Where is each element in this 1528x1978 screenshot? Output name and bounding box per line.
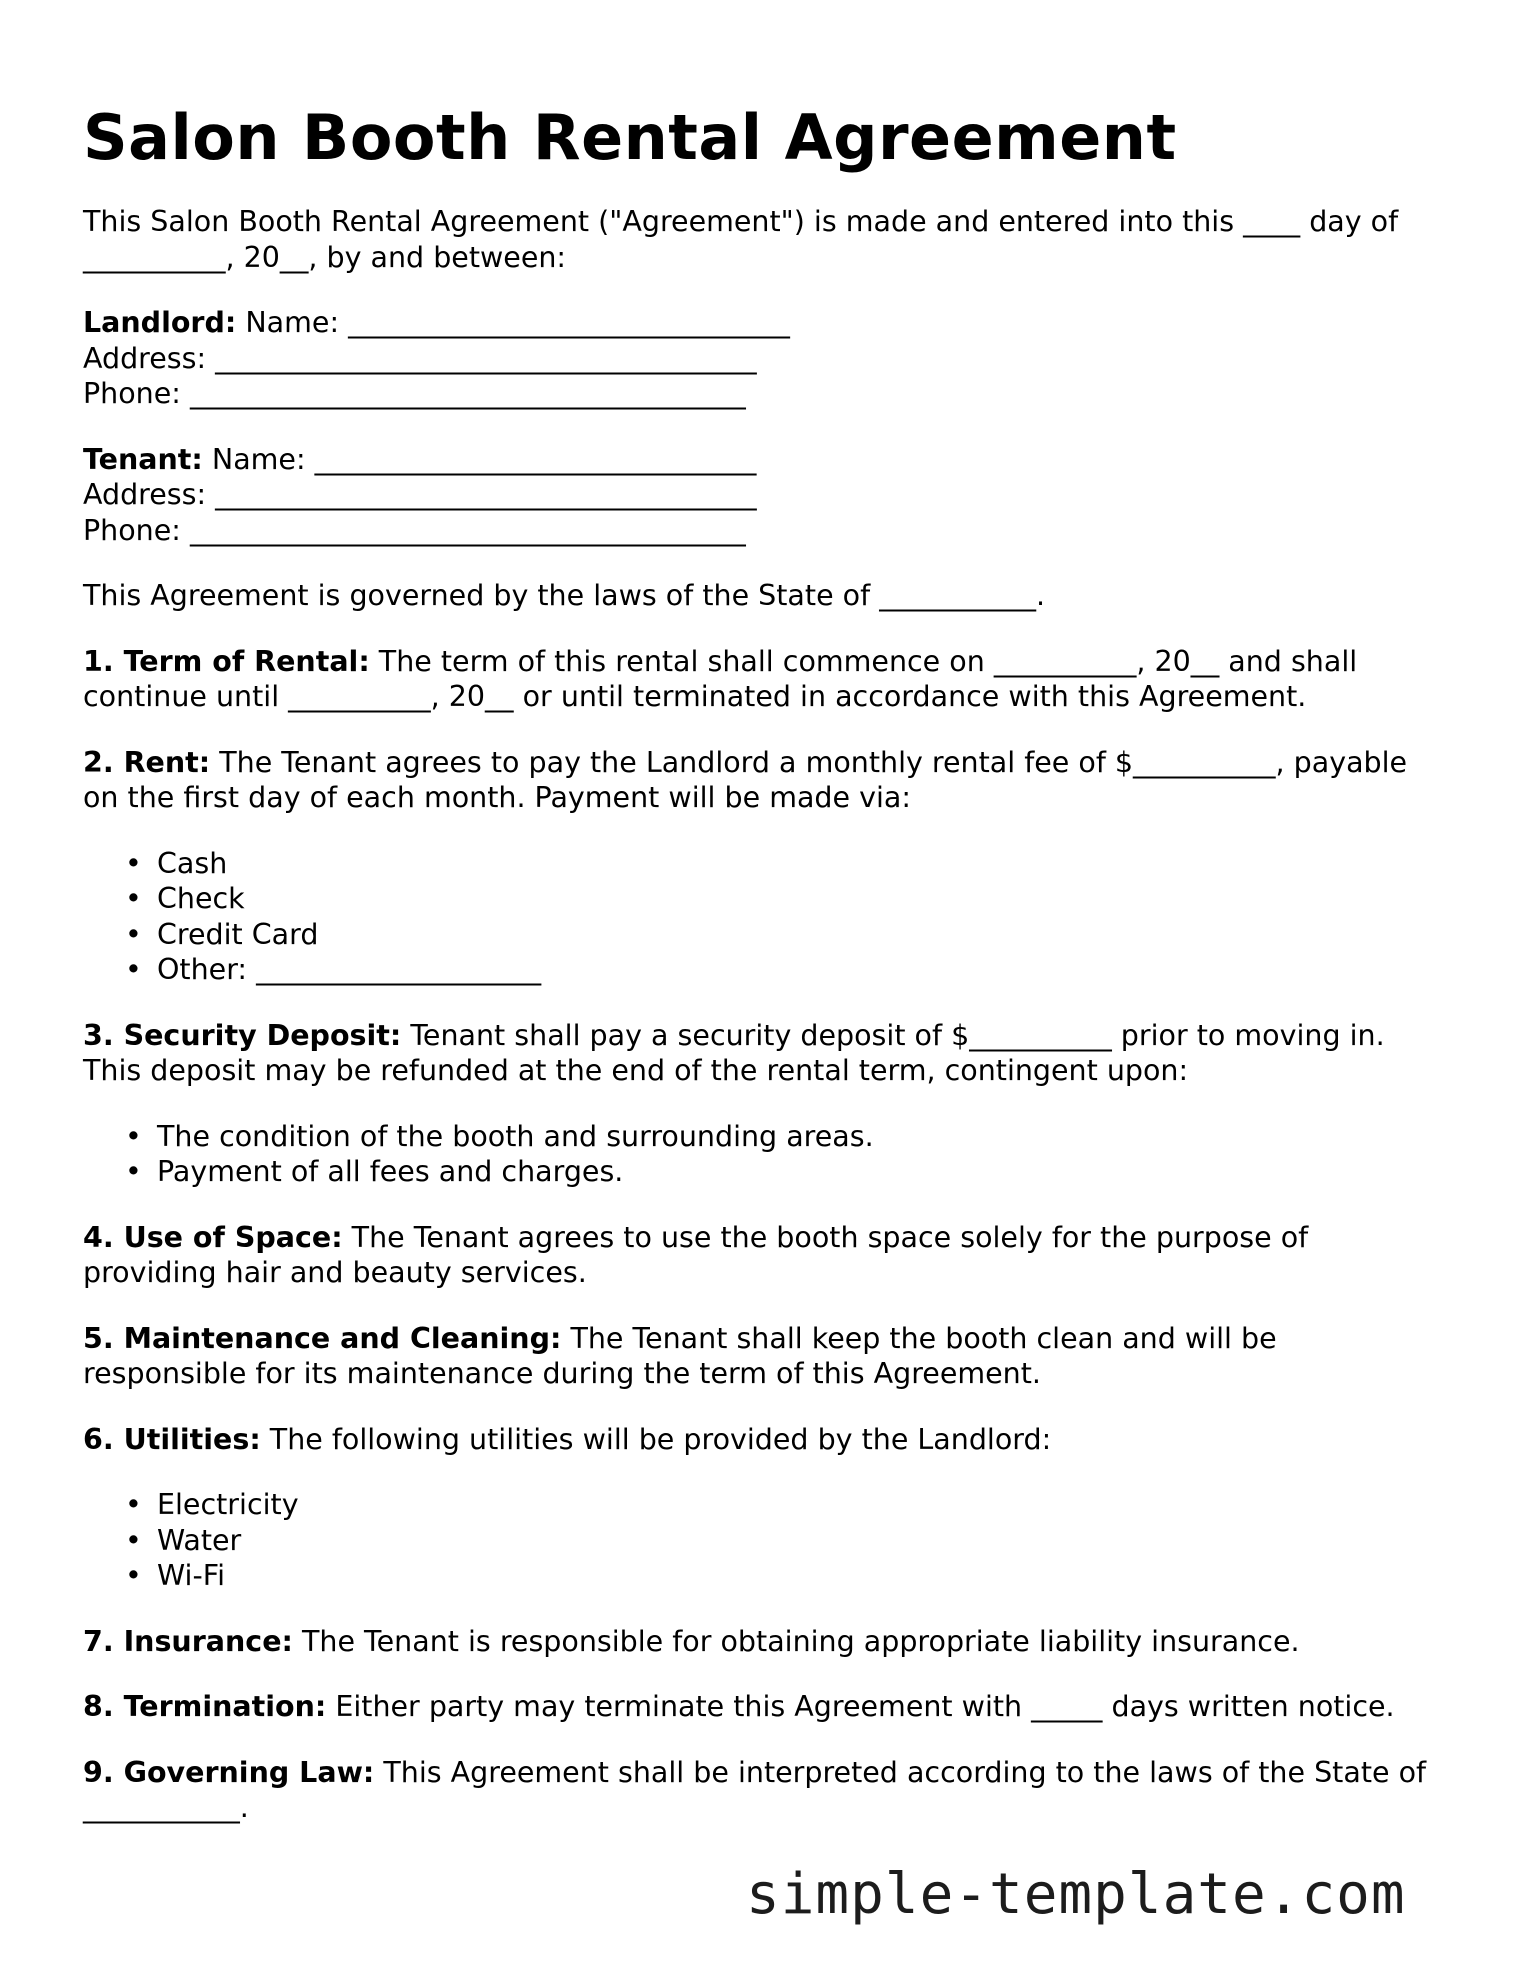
intro-paragraph: This Salon Booth Rental Agreement ("Agreement") is made and entered into this ____ day of __________, 20__, by and between: bbox=[83, 205, 1399, 274]
document-page bbox=[83, 100, 1443, 1826]
section-term-of-rental bbox=[83, 644, 1443, 715]
section-heading: 3. Security Deposit: bbox=[83, 1018, 402, 1052]
list-item: • Credit Card bbox=[157, 917, 1443, 953]
tenant-address-field: Address: ______________________________________ bbox=[83, 478, 757, 511]
section-utilities bbox=[83, 1422, 1443, 1458]
landlord-address-field: Address: ______________________________________ bbox=[83, 341, 757, 375]
section-text: This Agreement shall be interpreted according to the laws of the State of ___________. bbox=[83, 1755, 1427, 1824]
list-item: • Payment of all fees and charges. bbox=[157, 1154, 1443, 1190]
section-heading: 8. Termination: bbox=[83, 1690, 327, 1723]
section-security-deposit bbox=[83, 1018, 1443, 1089]
section-text: The Tenant is responsible for obtaining appropriate liability insurance. bbox=[292, 1624, 1300, 1658]
section-heading: 5. Maintenance and Cleaning: bbox=[83, 1321, 562, 1355]
list-item: • Water bbox=[157, 1523, 1443, 1559]
document-title: Salon Booth Rental Agreement bbox=[83, 101, 1177, 174]
landlord-label: Landlord: bbox=[83, 306, 237, 339]
section-rent bbox=[83, 745, 1443, 816]
section-termination bbox=[83, 1689, 1443, 1725]
landlord-name-field: Name: _______________________________ bbox=[245, 306, 790, 339]
section-heading: 6. Utilities: bbox=[83, 1422, 261, 1456]
section-text: The Tenant agrees to pay the Landlord a monthly rental fee of $__________, payable on the first day of each month. Payment will be made via: bbox=[83, 745, 1408, 814]
section-text: Either party may terminate this Agreement with _____ days written notice. bbox=[326, 1690, 1395, 1723]
section-maintenance bbox=[83, 1321, 1443, 1392]
section-heading: 2. Rent: bbox=[83, 745, 211, 779]
tenant-block bbox=[83, 442, 1443, 549]
section-heading: 4. Use of Space: bbox=[83, 1220, 343, 1254]
landlord-phone-field: Phone: _______________________________________ bbox=[83, 377, 746, 410]
section-heading: 9. Governing Law: bbox=[83, 1755, 375, 1789]
payment-methods-list bbox=[83, 846, 1443, 988]
section-text: The term of this rental shall commence on __________, 20__ and shall continue until __________, 20__ or until terminated in accordance with this Agreement. bbox=[83, 644, 1358, 713]
tenant-label: Tenant: bbox=[83, 442, 203, 476]
section-use-of-space bbox=[83, 1220, 1443, 1291]
section-text: The Tenant agrees to use the booth space solely for the purpose of providing hair and beauty services. bbox=[83, 1220, 1309, 1289]
list-item: • The condition of the booth and surrounding areas. bbox=[157, 1119, 1443, 1155]
tenant-phone-field: Phone: _______________________________________ bbox=[83, 513, 746, 547]
list-item: • Check bbox=[157, 881, 1443, 917]
deposit-conditions-list bbox=[83, 1119, 1443, 1190]
section-governing-law bbox=[83, 1755, 1443, 1826]
list-item: • Wi-Fi bbox=[157, 1558, 1443, 1594]
watermark-text: simple-template.com bbox=[746, 1862, 1406, 1927]
list-item: • Electricity bbox=[157, 1487, 1443, 1523]
utilities-list bbox=[83, 1487, 1443, 1594]
list-item: • Cash bbox=[157, 846, 1443, 882]
tenant-name-field: Name: _______________________________ bbox=[211, 442, 757, 476]
section-insurance bbox=[83, 1624, 1443, 1660]
governing-state-line: This Agreement is governed by the laws of the State of ___________. bbox=[83, 579, 1046, 612]
list-item: • Other: ____________________ bbox=[157, 952, 1443, 988]
section-heading: 1. Term of Rental: bbox=[83, 644, 370, 678]
section-text: The following utilities will be provided by the Landlord: bbox=[260, 1422, 1052, 1456]
section-heading: 7. Insurance: bbox=[83, 1624, 293, 1658]
section-text: Tenant shall pay a security deposit of $__________ prior to moving in. This deposit may be refunded at the end of the rental term, contingent upon: bbox=[83, 1018, 1385, 1087]
landlord-block bbox=[83, 305, 1443, 412]
section-text: The Tenant shall keep the booth clean and will be responsible for its maintenance during the term of this Agreement. bbox=[83, 1321, 1277, 1390]
